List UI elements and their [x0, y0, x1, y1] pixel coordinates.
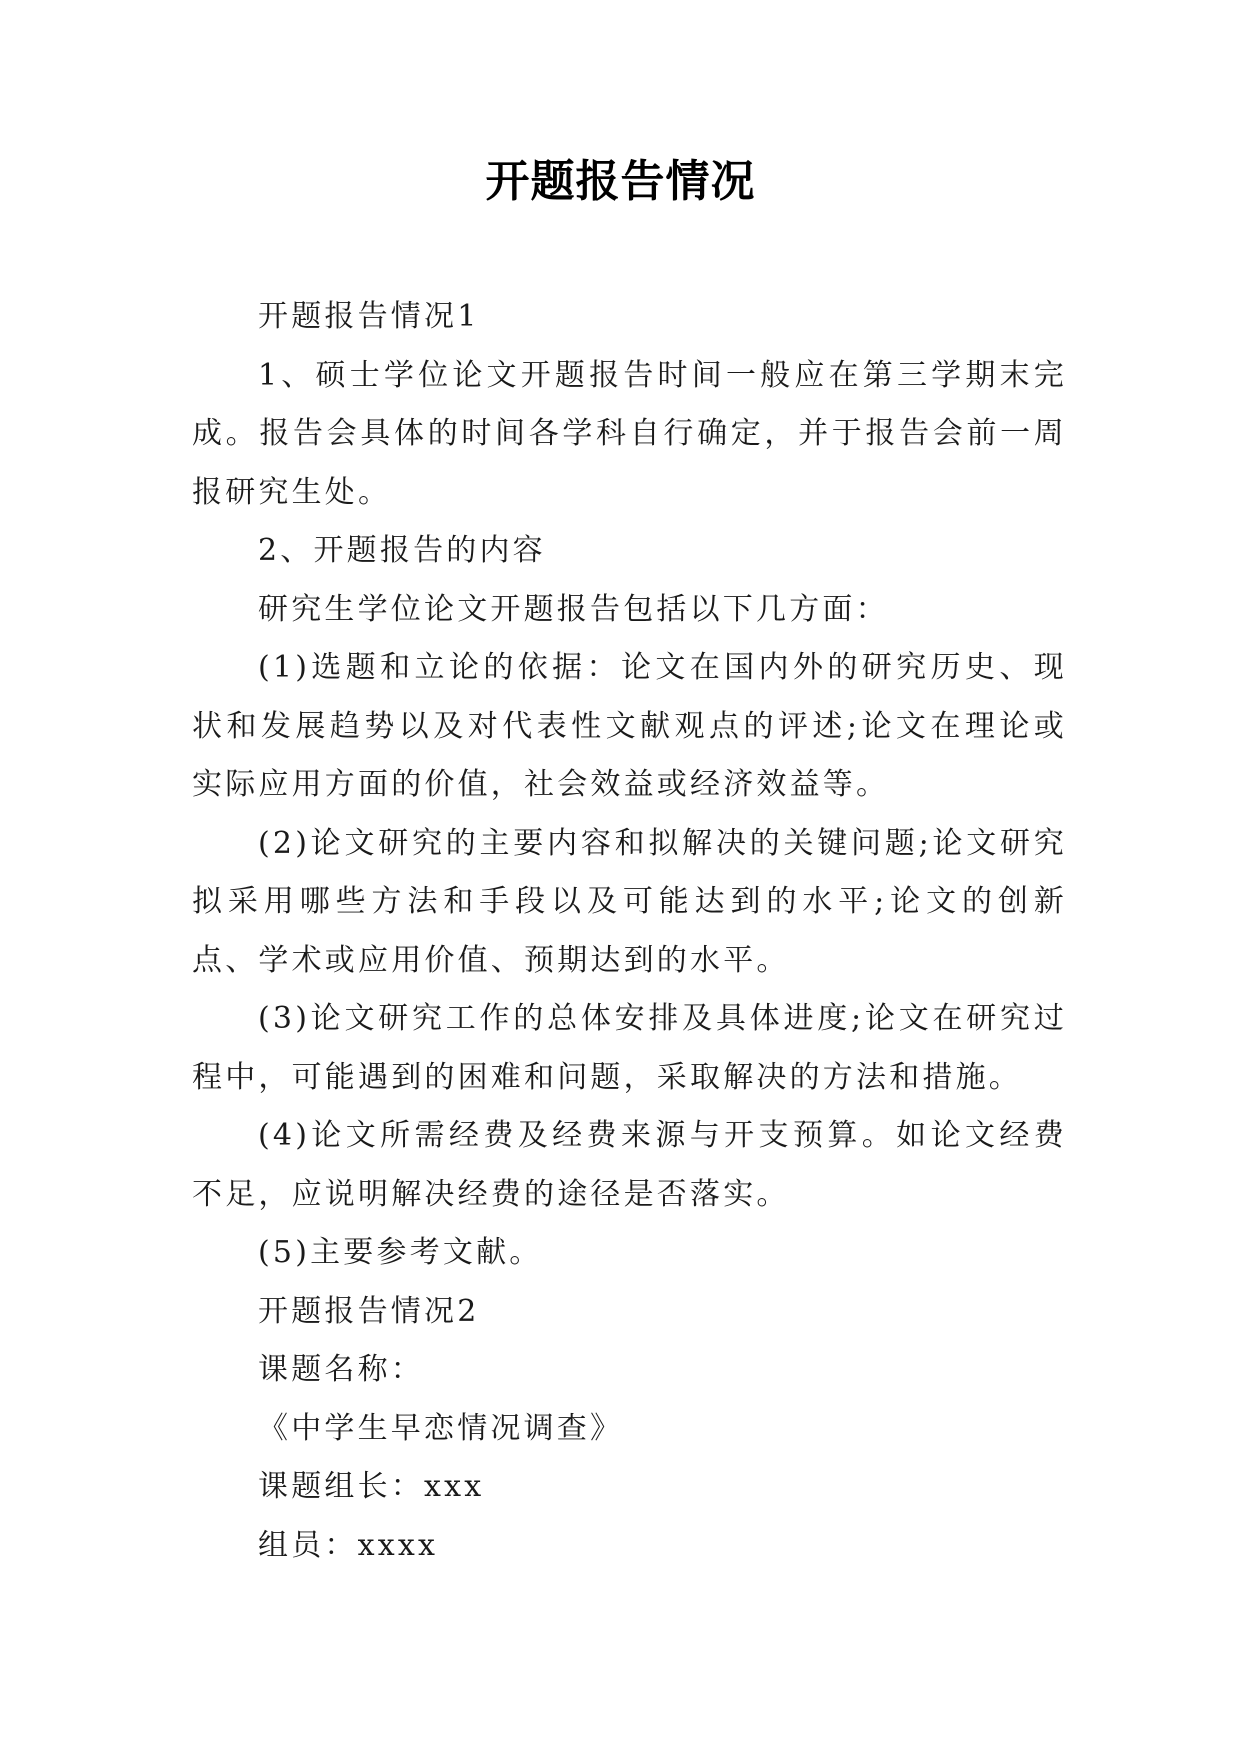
- list-item-3: (3)论文研究工作的总体安排及具体进度;论文在研究过程中，可能遇到的困难和问题，采取解决的方法和措施。: [192, 1001, 1067, 1095]
- topic-label: 课题名称：: [258, 1352, 424, 1387]
- list-item-1: (1)选题和立论的依据：论文在国内外的研究历史、现状和发展趋势以及对代表性文献观点的评述;论文在理论或实际应用方面的价值，社会效益或经济效益等。: [192, 650, 1067, 802]
- paragraph-timing: 1、硕士学位论文开题报告时间一般应在第三学期末完成。报告会具体的时间各学科自行确定，并于报告会前一周报研究生处。: [192, 357, 1067, 510]
- paragraph-content-heading: 2、开题报告的内容: [258, 533, 546, 568]
- paragraph-content-intro: 研究生学位论文开题报告包括以下几方面：: [258, 591, 889, 627]
- section-heading-2: 开题报告情况2: [258, 1293, 480, 1329]
- list-item-2: (2)论文研究的主要内容和拟解决的关键问题;论文研究拟采用哪些方法和手段以及可能达到的水平;论文的创新点、学术或应用价值、预期达到的水平。: [192, 825, 1067, 978]
- group-leader: 课题组长：xxx: [258, 1469, 485, 1504]
- list-item-5: (5)主要参考文献。: [258, 1235, 543, 1270]
- section-heading-1: 开题报告情况1: [258, 299, 480, 334]
- topic-name: 《中学生早恋情况调查》: [258, 1410, 624, 1446]
- page-title: 开题报告情况: [485, 156, 756, 207]
- document-body: [192, 288, 1067, 1575]
- group-members: 组员：xxxx: [258, 1527, 439, 1563]
- list-item-4: (4)论文所需经费及经费来源与开支预算。如论文经费不足，应说明解决经费的途径是否落实。: [192, 1118, 1067, 1212]
